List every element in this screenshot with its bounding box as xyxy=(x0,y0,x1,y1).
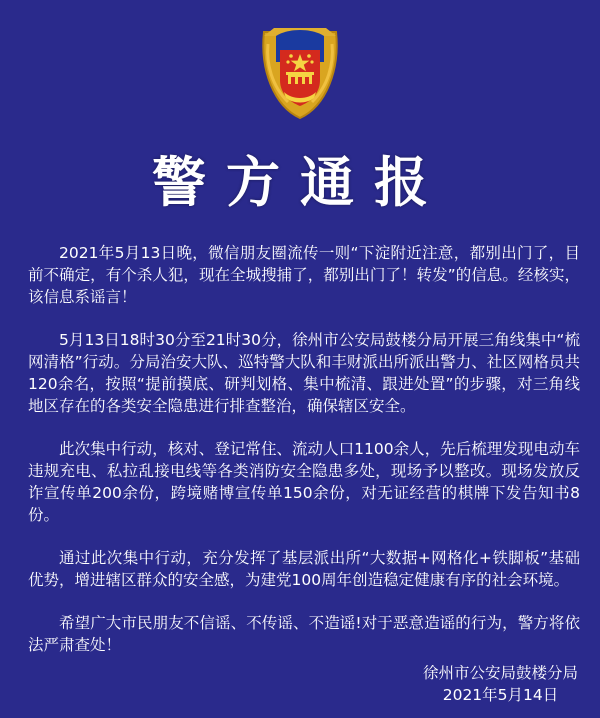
paragraph: 2021年5月13日晚，微信朋友圈流传一则“下淀附近注意，都别出门了，目前不确定，有个杀人犯，现在全城搜捕了，都别出门了！转发”的信息。经核实，该信息系谣言！ xyxy=(28,244,580,306)
signature-date: 2021年5月14日 xyxy=(442,686,559,704)
paragraph: 5月13日18时30分至21时30分，徐州市公安局鼓楼分局开展三角线集中“梳网清格”行动。分局治安大队、巡特警大队和丰财派出所派出警力、社区网格员共120余名，按照“提前摸底、研判划格、集中梳清、跟进处置”的步骤，对三角线地区存在的各类安全隐患进行排查整治，确保辖区安全。 xyxy=(28,331,580,415)
page-title: 警方通报 xyxy=(152,151,448,214)
paragraph: 通过此次集中行动，充分发挥了基层派出所“大数据+网格化+铁脚板”基础优势，增进辖区群众的安全感，为建党100周年创造稳定健康有序的社会环境。 xyxy=(28,549,580,589)
signature-block xyxy=(423,662,578,706)
notice-body xyxy=(28,242,580,677)
paragraph: 希望广大市民朋友不信谣、不传谣、不造谣!对于恶意造谣的行为，警方将依法严肃查处！ xyxy=(28,614,580,654)
paragraph: 此次集中行动，核对、登记常住、流动人口1100余人，先后梳理发现电动车违规充电、私拉乱接电线等各类消防安全隐患多处，现场予以整改。现场发放反诈宣传单200余份，跨境赌博宣传单150余份，对无证经营的棋牌下发告知书8份。 xyxy=(28,440,580,524)
signature-org: 徐州市公安局鼓楼分局 xyxy=(422,664,578,682)
police-emblem-icon xyxy=(244,10,356,122)
